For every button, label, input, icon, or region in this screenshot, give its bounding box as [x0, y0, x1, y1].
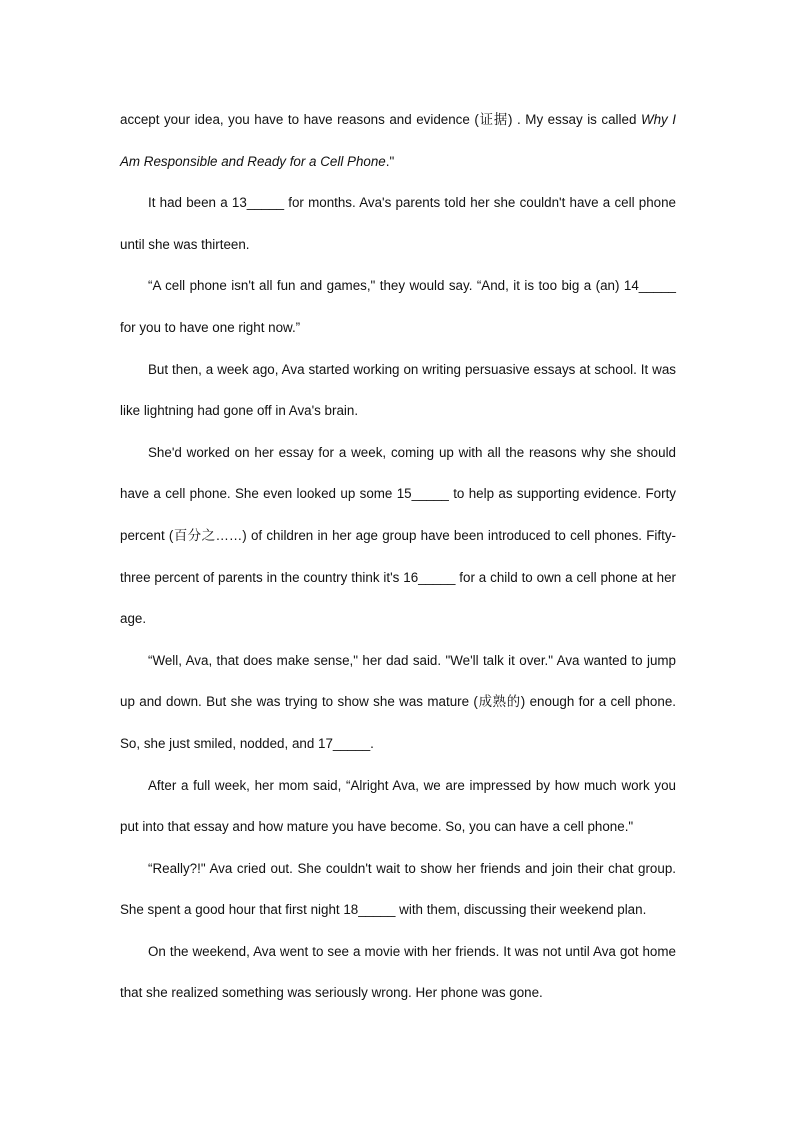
- paragraph-blanks-15-16: She'd worked on her essay for a week, coming up with all the reasons why she should have a cell phone. She even looked up some 15_____ to help as supporting evidence. Forty percent (百分之……) of children in her age group have been introduced to cell phones. Fifty-three percent of parents in the country think it's 16_____ for a child to own a cell phone at her age.: [120, 444, 676, 627]
- paragraph-blank-14: “A cell phone isn't all fun and games," they would say. “And, it is too big a (an) 14_____ for you to have one right now.”: [120, 278, 676, 335]
- paragraph-mom-reply: After a full week, her mom said, “Alright Ava, we are impressed by how much work you put into that essay and how mature you have become. So, you can have a cell phone.": [120, 777, 676, 835]
- paragraph-lightning: But then, a week ago, Ava started working on writing persuasive essays at school. It was like lightning had gone off in Ava's brain.: [120, 361, 676, 419]
- paragraph-text: .": [385, 153, 395, 169]
- essay-title: Why I Am Responsible and Ready for a Cell Phone: [120, 112, 676, 169]
- paragraph-blank-13: It had been a 13_____ for months. Ava's parents told her she couldn't have a cell phone until she was thirteen.: [120, 195, 676, 252]
- document-body: [120, 99, 676, 1014]
- paragraph-blank-18: “Really?!" Ava cried out. She couldn't wait to show her friends and join their chat group. She spent a good hour that first night 18_____ with them, discussing their weekend plan.: [120, 860, 676, 918]
- paragraph-text: accept your idea, you have to have reasons and evidence (证据) . My essay is called: [120, 112, 641, 127]
- paragraph-blank-17: “Well, Ava, that does make sense," her dad said. "We'll talk it over." Ava wanted to jump up and down. But she was trying to show she was mature (成熟的) enough for a cell phone. So, she just smiled, nodded, and 17_____.: [120, 652, 676, 751]
- paragraph-essay-title: [120, 99, 676, 182]
- paragraph-phone-gone: On the weekend, Ava went to see a movie with her friends. It was not until Ava got home that she realized something was seriously wrong. Her phone was gone.: [120, 943, 676, 1001]
